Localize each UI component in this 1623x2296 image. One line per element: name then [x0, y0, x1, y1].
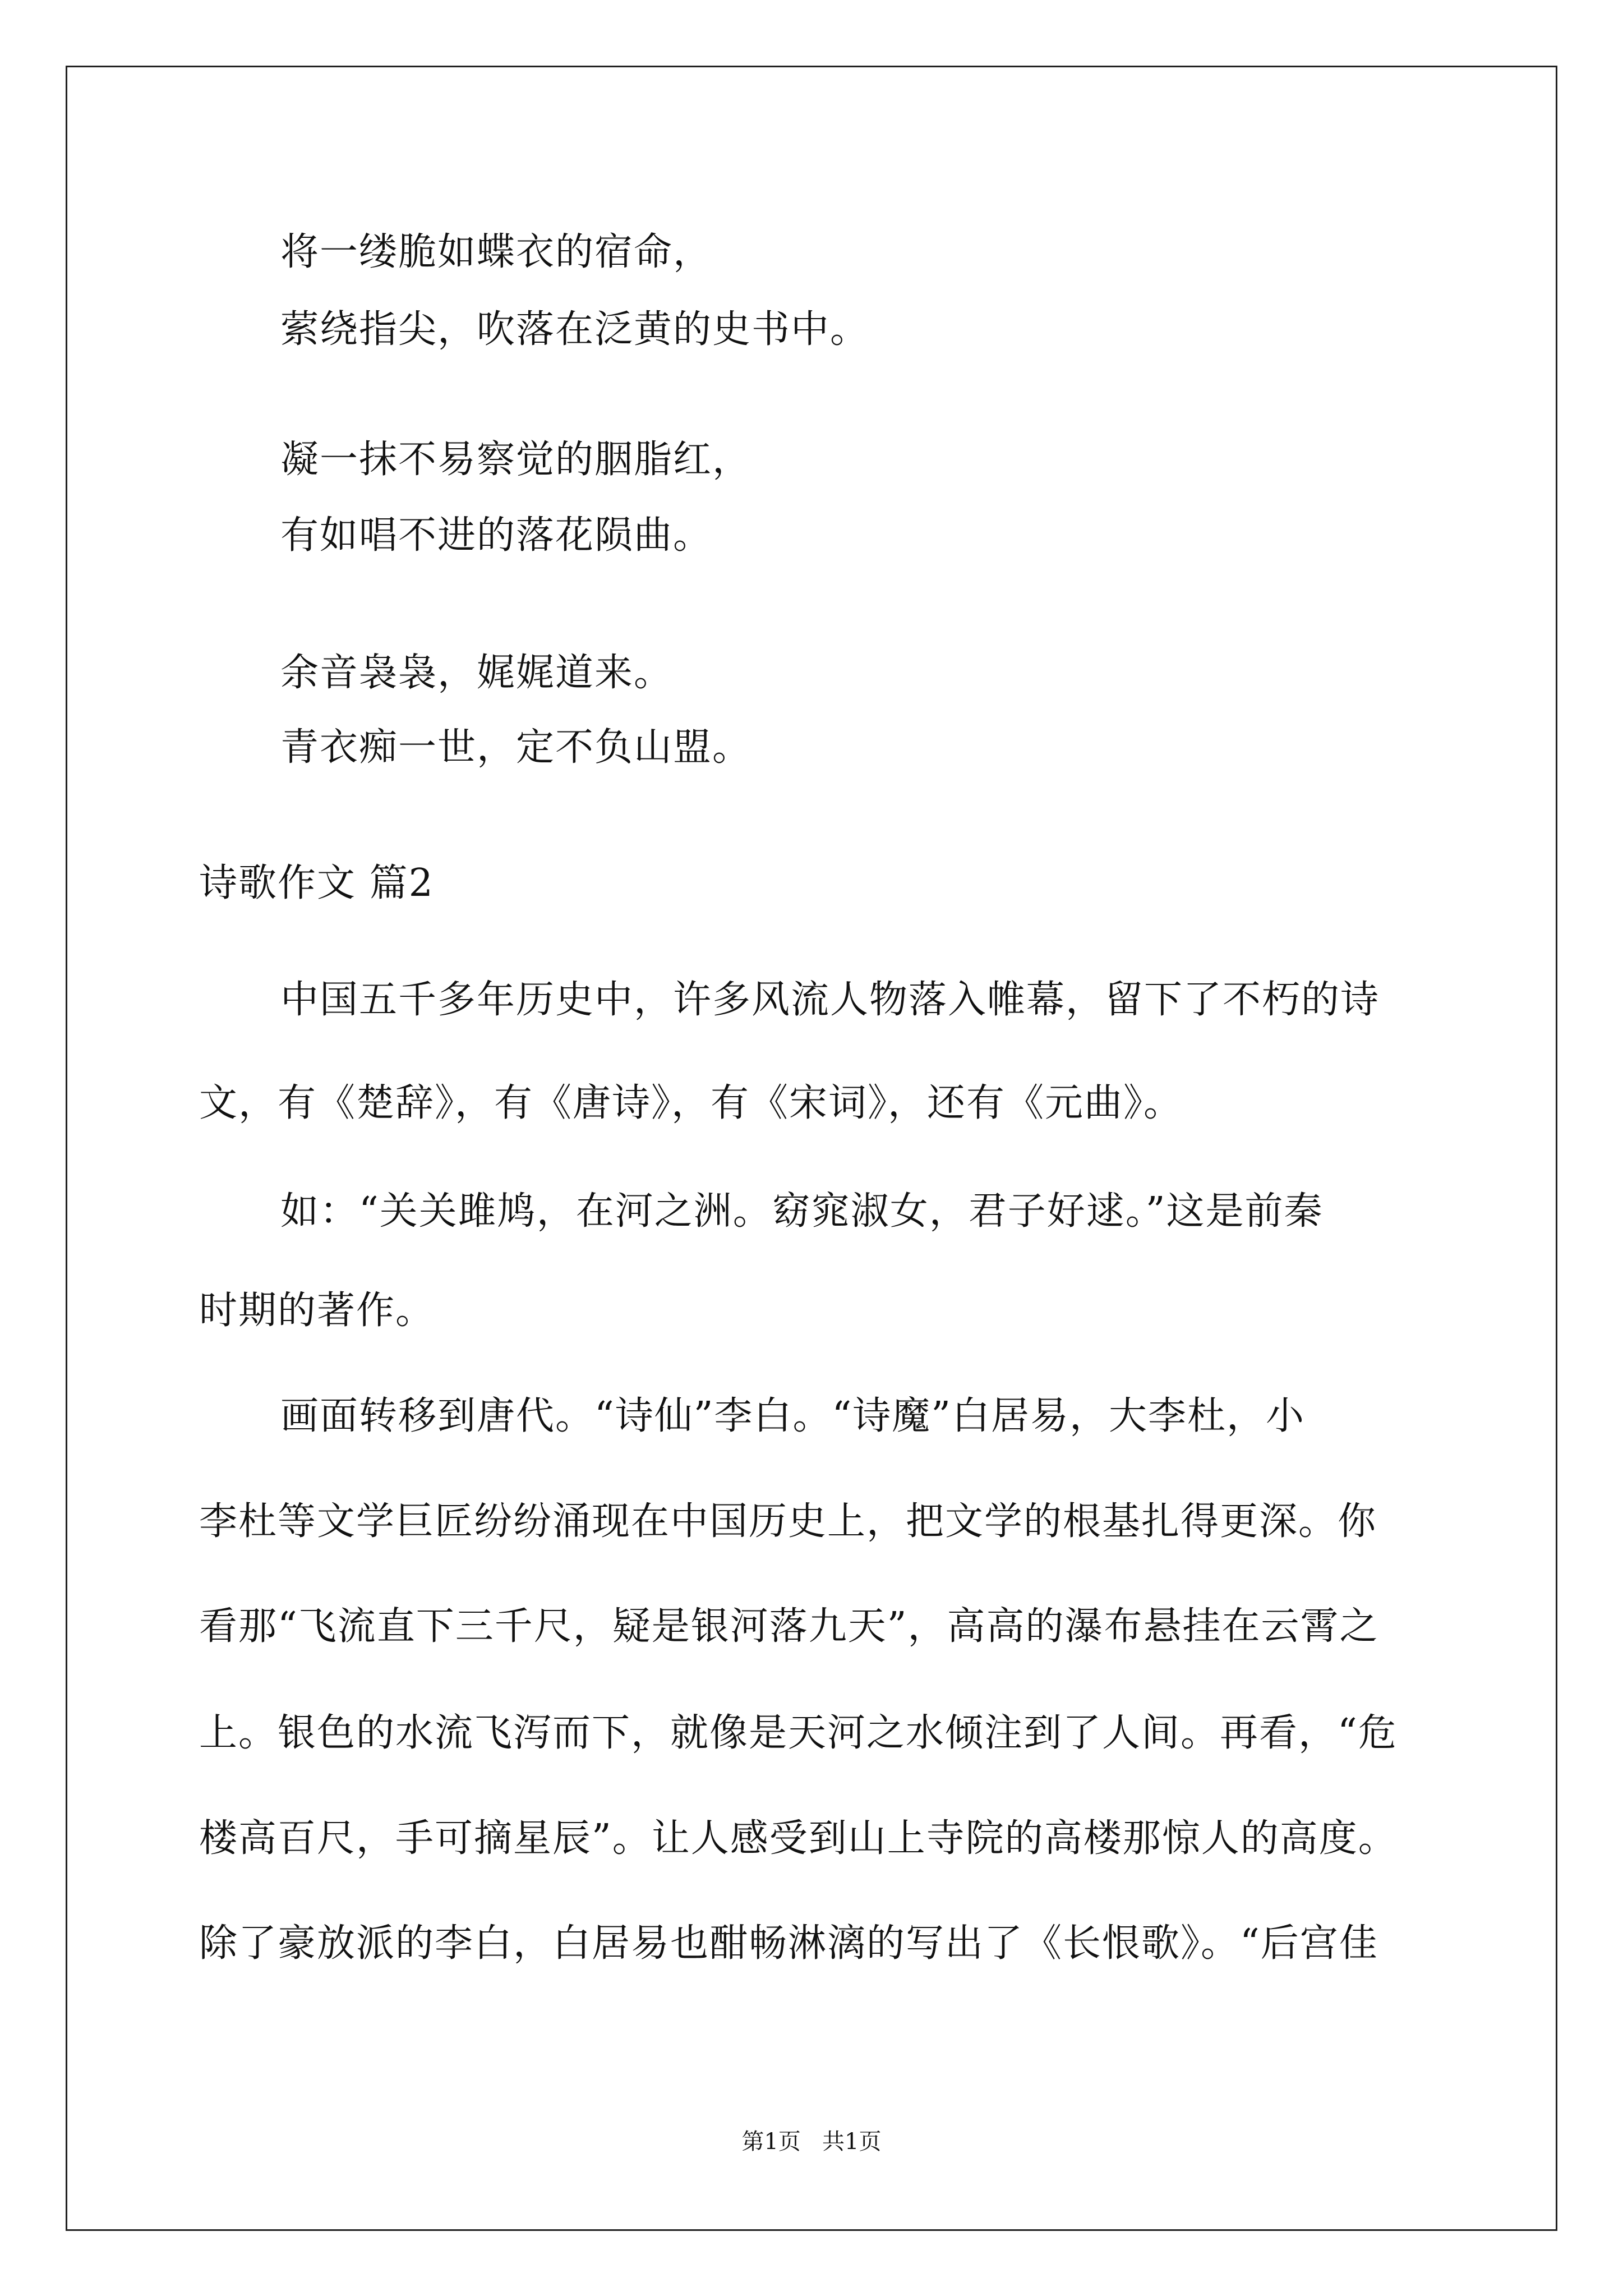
- poem-line: 凝一抹不易察觉的胭脂红，: [280, 438, 752, 482]
- section-heading: 诗歌作文 篇2: [199, 861, 434, 905]
- essay-line: 看那“飞流直下三千尺，疑是银河落九天”，高高的瀑布悬挂在云霄之: [199, 1604, 1379, 1649]
- page-footer: 第1页 共1页: [741, 2129, 882, 2155]
- poem-line: 将一缕脆如蝶衣的宿命，: [280, 230, 713, 274]
- poem-line: 有如唱不进的落花陨曲。: [280, 513, 713, 558]
- essay-line: 李杜等文学巨匠纷纷涌现在中国历史上，把文学的根基扎得更深。你: [199, 1499, 1377, 1544]
- essay-line: 楼高百尺，手可摘星辰”。让人感受到山上寺院的高楼那惊人的高度。: [199, 1816, 1398, 1861]
- page-border: [66, 66, 1557, 2231]
- essay-line: 除了豪放派的李白，白居易也酣畅淋漓的写出了《长恨歌》。“后宫佳: [199, 1921, 1378, 1966]
- poem-line: 萦绕指尖，吹落在泛黄的史书中。: [280, 307, 870, 352]
- essay-line: 中国五千多年历史中，许多风流人物落入帷幕，留下了不朽的诗: [280, 978, 1380, 1022]
- essay-line: 上。银色的水流飞泻而下，就像是天河之水倾注到了人间。再看，“危: [199, 1711, 1398, 1755]
- essay-line: 时期的著作。: [199, 1289, 435, 1333]
- essay-line: 画面转移到唐代。“诗仙”李白。“诗魔”白居易，大李杜，小: [280, 1394, 1306, 1438]
- essay-line: 文，有《楚辞》，有《唐诗》，有《宋词》，还有《元曲》。: [199, 1081, 1183, 1125]
- poem-line: 青衣痴一世，定不负山盟。: [280, 725, 752, 770]
- essay-line: 如：“关关雎鸠，在河之洲。窈窕淑女，君子好逑。”这是前秦: [280, 1189, 1324, 1234]
- poem-line: 余音袅袅，娓娓道来。: [280, 651, 674, 695]
